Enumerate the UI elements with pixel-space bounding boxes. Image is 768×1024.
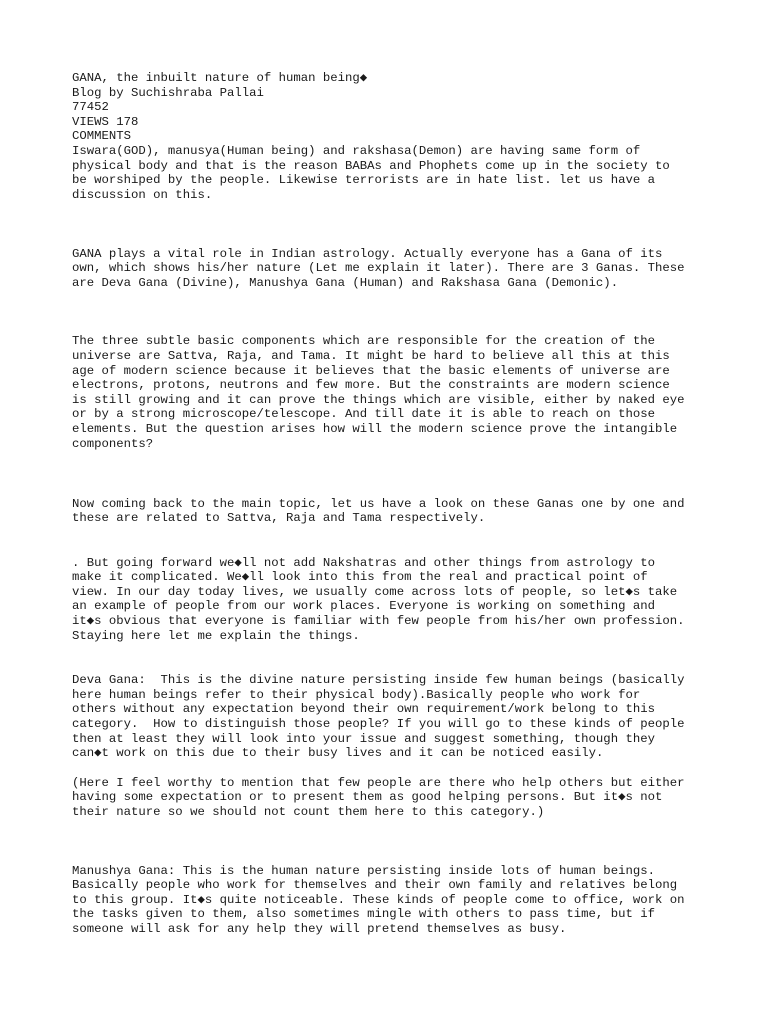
text-line: category. How to distinguish those people? If you will go to these kinds of people	[72, 717, 685, 731]
text-line: Staying here let me explain the things.	[72, 629, 360, 643]
byline: Blog by Suchishraba Pallai	[72, 86, 264, 100]
text-line: the tasks given to them, also sometimes mingle with others to pass time, but if	[72, 907, 655, 921]
text-line: own, which shows his/her nature (Let me explain it later). There are 3 Ganas. These	[72, 261, 685, 275]
text-line: others without any expectation beyond their own requirement/work belong to this	[72, 702, 655, 716]
text-line: . But going forward we◆ll not add Nakshatras and other things from astrology to	[72, 556, 655, 570]
text-line: to this group. It◆s quite noticeable. These kinds of people come to office, work on	[72, 893, 685, 907]
text-line: having some expectation or to present them as good helping persons. But it◆s not	[72, 790, 663, 804]
text-line: can◆t work on this due to their busy lives and it can be noticed easily.	[72, 746, 604, 760]
text-line: elements. But the question arises how will the modern science prove the intangible	[72, 422, 678, 436]
text-line: (Here I feel worthy to mention that few people are there who help others but either	[72, 776, 685, 790]
text-line: make it complicated. We◆ll look into this from the real and practical point of	[72, 570, 648, 584]
text-line: it◆s obvious that everyone is familiar with few people from his/her own profession.	[72, 614, 685, 628]
document-title: GANA, the inbuilt nature of human being◆	[72, 71, 368, 85]
text-line: Basically people who work for themselves and their own family and relatives belong	[72, 878, 678, 892]
text-line: electrons, protons, neutrons and few more. But the constraints are modern science	[72, 378, 670, 392]
document-id: 77452	[72, 100, 109, 114]
text-line: GANA plays a vital role in Indian astrology. Actually everyone has a Gana of its	[72, 247, 663, 261]
text-line: are Deva Gana (Divine), Manushya Gana (Human) and Rakshasa Gana (Demonic).	[72, 276, 619, 290]
text-line: or by a strong microscope/telescope. And till date it is able to reach on those	[72, 407, 655, 421]
text-line: age of modern science because it believes that the basic elements of universe are	[72, 364, 670, 378]
text-line: someone will ask for any help they will pretend themselves as busy.	[72, 922, 567, 936]
text-line: Manushya Gana: This is the human nature persisting inside lots of human beings.	[72, 864, 655, 878]
text-line: here human beings refer to their physical body).Basically people who work for	[72, 688, 641, 702]
views-count: VIEWS 178	[72, 115, 139, 129]
text-line: view. In our day today lives, we usually come across lots of people, so let◆s take	[72, 585, 678, 599]
text-line: be worshiped by the people. Likewise terrorists are in hate list. let us have a	[72, 173, 655, 187]
text-line: Now coming back to the main topic, let us have a look on these Ganas one by one and	[72, 497, 685, 511]
text-line: discussion on this.	[72, 188, 213, 202]
text-line: components?	[72, 437, 154, 451]
text-line: physical body and that is the reason BABAs and Phophets come up in the society to	[72, 159, 670, 173]
text-line: these are related to Sattva, Raja and Tama respectively.	[72, 511, 486, 525]
text-line: their nature so we should not count them here to this category.)	[72, 805, 545, 819]
text-line: Iswara(GOD), manusya(Human being) and rakshasa(Demon) are having same form of	[72, 144, 641, 158]
text-line: then at least they will look into your issue and suggest something, though they	[72, 732, 655, 746]
comments-label: COMMENTS	[72, 129, 132, 143]
text-line: is still growing and it can prove the things which are visible, either by naked eye	[72, 393, 685, 407]
text-line: universe are Sattva, Raja, and Tama. It might be hard to believe all this at this	[72, 349, 670, 363]
text-line: Deva Gana: This is the divine nature persisting inside few human beings (basically	[72, 673, 685, 687]
text-line: an example of people from our work places. Everyone is working on something and	[72, 599, 655, 613]
text-line: The three subtle basic components which are responsible for the creation of the	[72, 334, 655, 348]
